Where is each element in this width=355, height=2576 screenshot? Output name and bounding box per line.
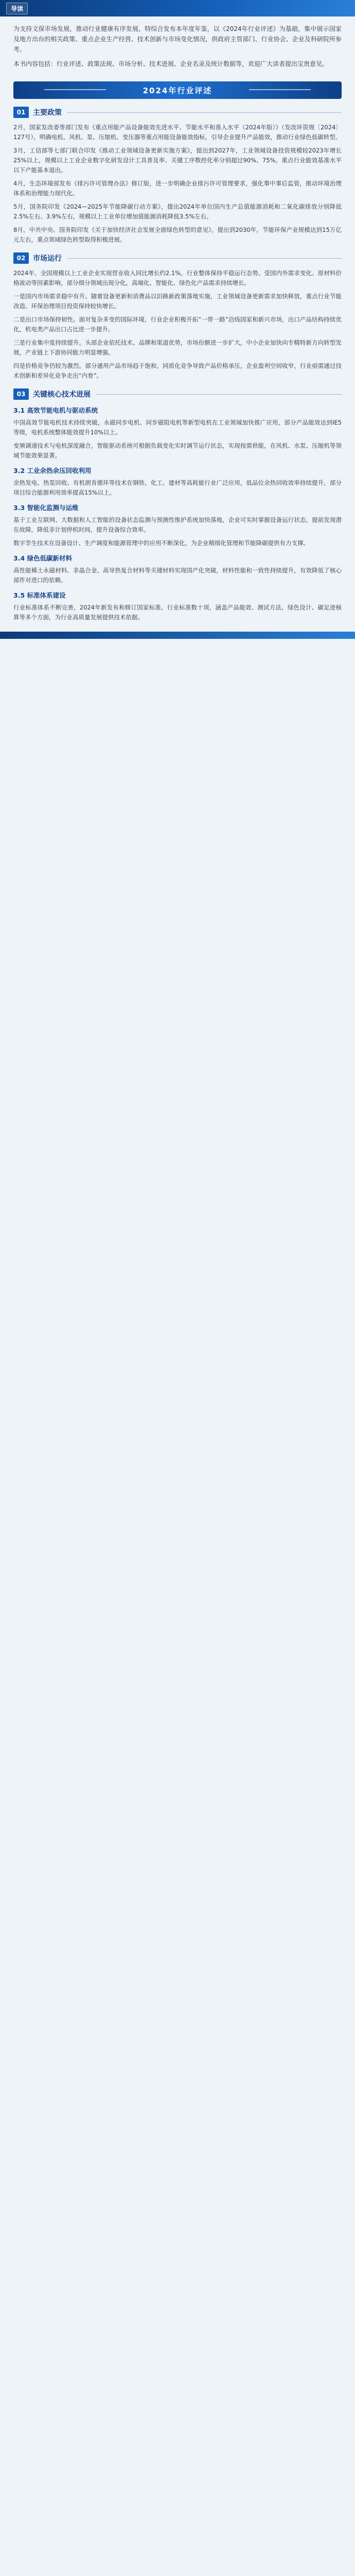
top-header-bar <box>0 0 355 16</box>
subsection-body <box>0 418 355 461</box>
subsection-body <box>0 515 355 548</box>
section-divider <box>67 112 342 113</box>
body-paragraph: 4月，生态环境部发布《排污许可管理办法》修订版，进一步明确企业排污许可管理要求，强化事中事后监管，推动环境治理体系和治理能力现代化。 <box>13 180 342 197</box>
body-paragraph: 二是出口市场保持韧性。面对复杂多变的国际环境，行业企业积极开拓“一带一路”沿线国家和新兴市场，出口产品结构持续优化，机电类产品出口占比进一步提升。 <box>13 316 342 333</box>
subsection-title: 3.5 标准体系建设 <box>13 591 66 599</box>
section-number: 02 <box>13 252 29 264</box>
body-paragraph: 8月，中共中央、国务院印发《关于加快经济社会发展全面绿色转型的意见》，提出到2030年，节能环保产业规模达到15万亿元左右，重点领域绿色转型取得积极进展。 <box>13 226 342 243</box>
section-title: 关键核心技术进展 <box>33 391 91 399</box>
body-paragraph: 余热发电、热泵回收、有机朗肯循环等技术在钢铁、化工、建材等高耗能行业广泛应用，低品位余热回收效率持续提升，部分项目综合能源利用效率提高15%以上。 <box>13 479 342 496</box>
body-paragraph: 基于工业互联网、大数据和人工智能的设备状态监测与预测性维护系统加快落地，企业可实时掌握设备运行状态，提前发现潜在故障，降低非计划停机时间，提升设备综合效率。 <box>13 516 342 533</box>
subsection-body <box>0 603 355 622</box>
section-heading <box>13 388 342 400</box>
body-paragraph: 2024年，全国规模以上工业企业实现营业收入同比增长约2.1%，行业整体保持平稳运行态势。受国内外需求变化、原材料价格波动等因素影响，部分细分领域出现分化，高端化、智能化、绿色化产品需求持续增长。 <box>13 269 342 286</box>
section-title: 市场运行 <box>33 255 62 263</box>
subsection-title: 3.4 绿色低碳新材料 <box>13 554 72 562</box>
document-page <box>0 0 355 639</box>
section-title: 主要政策 <box>33 109 62 117</box>
body-paragraph: 四是价格竞争仍较为激烈。部分通用产品市场趋于饱和，同质化竞争导致产品价格承压，企业盈利空间收窄，行业亟需通过技术创新和差异化竞争走出“内卷”。 <box>13 362 342 379</box>
body-paragraph: 高性能稀土永磁材料、非晶合金、高导热复合材料等关键材料实现国产化突破，材料性能和一致性持续提升，有效降低了核心部件对进口的依赖。 <box>13 567 342 584</box>
body-paragraph: 2月，国家发改委等部门发布《重点用能产品设备能效先进水平、节能水平和准入水平（2024年版）》（发改环资规〔2024〕127号），明确电机、风机、泵、压缩机、变压器等重点用能设备能效指标，引导企业提升产品能效，推动行业绿色低碳转型。 <box>13 124 342 141</box>
section-heading <box>13 252 342 264</box>
banner-title: 2024年行业评述 <box>143 86 212 95</box>
body-paragraph: 数字孪生技术在设备设计、生产调度和能源管理中的应用不断深化，为企业精细化管理和节能降碳提供有力支撑。 <box>13 539 309 547</box>
section-number: 03 <box>13 388 29 400</box>
body-paragraph: 中国高效节能电机技术持续突破，永磁同步电机、同步磁阻电机等新型电机在工业领域加快推广应用，部分产品能效达到IE5等级，电机系统整体能效提升10%以上。 <box>13 419 342 436</box>
body-paragraph: 5月，国务院印发《2024—2025年节能降碳行动方案》，提出2024年单位国内生产总值能源消耗和二氧化碳排放分别降低2.5%左右、3.9%左右，规模以上工业单位增加值能源消耗降低3.5%左右。 <box>13 203 342 220</box>
subsection-body <box>0 566 355 585</box>
section-number: 01 <box>13 107 29 118</box>
subsection-title: 3.2 工业余热余压回收利用 <box>13 467 92 474</box>
section-divider <box>96 394 342 395</box>
subsection-title: 3.3 智能化监测与运维 <box>13 504 79 512</box>
section-body <box>0 123 355 245</box>
top-tag: 导读 <box>6 3 28 14</box>
section-heading <box>13 106 342 118</box>
body-paragraph: 3月，工信部等七部门联合印发《推动工业领域设备更新实施方案》，提出到2027年，工业领域设备投资规模较2023年增长25%以上，规模以上工业企业数字化研发设计工具普及率、关键工序数控化率分别超过90%、75%，重点行业能效基准水平以下产能基本退出。 <box>13 147 342 174</box>
body-paragraph: 一是国内市场需求稳中有升。随着设备更新和消费品以旧换新政策落地实施，工业领域设备更新需求加快释放，重点行业节能改造、环保治理项目投资保持较快增长。 <box>13 293 342 310</box>
footer-bar <box>0 632 355 639</box>
intro-paragraph: 为支持文保市场发展，推动行业健康有序发展，特综合发布本年度年鉴，以《2024年行业评述》为基础，集中展示国家及地方出台的相关政策、重点企业生产经营、技术创新与市场变化情况，供政府主管部门、行业协会、企业及科研院所参考。 <box>13 25 342 53</box>
section-divider <box>67 258 342 259</box>
intro-paragraph: 本书内容包括：行业评述、政策法规、市场分析、技术进展、企业名录及统计数据等，欢迎广大读者提出宝贵意见。 <box>13 60 329 67</box>
body-paragraph: 行业标准体系不断完善，2024年新发布和修订国家标准、行业标准数十项，涵盖产品能效、测试方法、绿色设计、碳足迹核算等多个方面，为行业高质量发展提供技术依据。 <box>13 604 342 621</box>
section-banner <box>13 81 342 99</box>
subsection-body <box>0 478 355 498</box>
section-body <box>0 268 355 381</box>
intro-block <box>0 16 355 75</box>
body-paragraph: 三是行业集中度持续提升。头部企业依托技术、品牌和渠道优势，市场份额进一步扩大，中小企业加快向专精特新方向转型发展，产业链上下游协同能力明显增强。 <box>13 339 342 356</box>
body-paragraph: 变频调速技术与电机深度融合，智能驱动系统可根据负载变化实时调节运行状态，实现按需供能，在风机、水泵、压缩机等领域节能效果显著。 <box>13 442 342 459</box>
subsection-title: 3.1 高效节能电机与驱动系统 <box>13 406 98 414</box>
